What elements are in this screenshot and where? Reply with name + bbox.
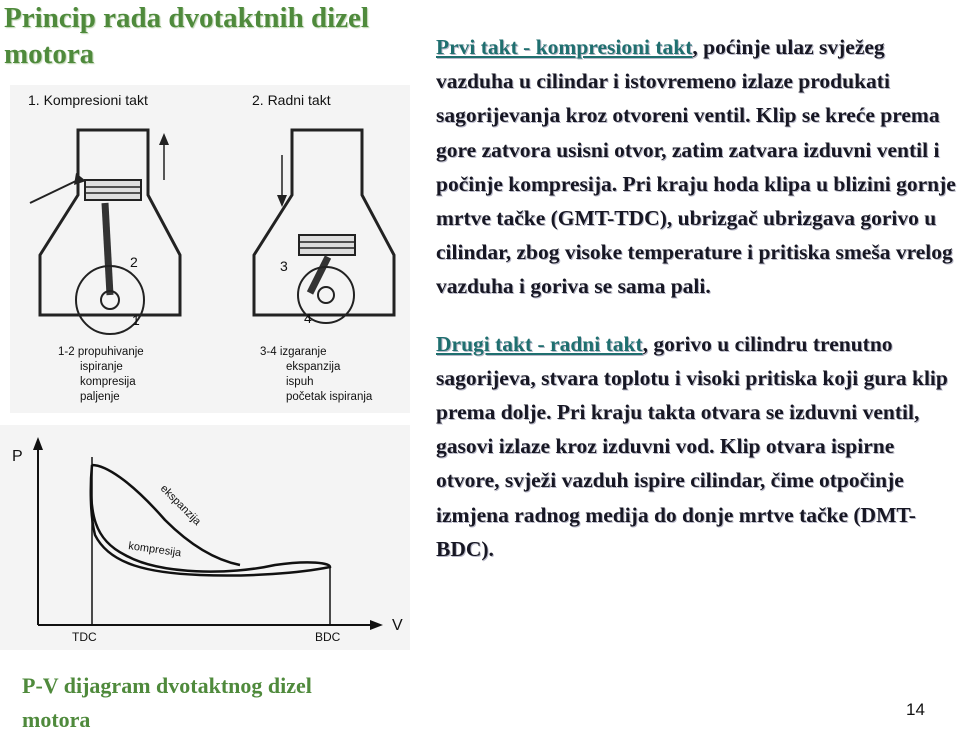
panel1-legend-line: 1-2 propuhivanje bbox=[58, 346, 144, 358]
panel2-label: 2. Radni takt bbox=[252, 92, 331, 108]
panel2-legend-line: početak ispiranja bbox=[286, 391, 373, 403]
page-number: 14 bbox=[906, 700, 925, 719]
compression-label: kompresija bbox=[127, 540, 182, 560]
text-column bbox=[436, 30, 956, 566]
panel1-label: 1. Kompresioni takt bbox=[28, 92, 148, 108]
engine-sketch bbox=[10, 85, 410, 413]
left-column bbox=[0, 0, 420, 731]
panel1-num-1: 1 bbox=[132, 312, 140, 328]
p-axis-label: P bbox=[12, 448, 23, 465]
v-axis-label: V bbox=[392, 617, 403, 634]
paragraph-2-body: , gorivo u cilindru trenutno sagorijeva, stvara toplotu i visoki pritiska koji gura klip prema dolje. Pri kraju takta otvara se izduvni ventil, gasovi izlaze kroz izduvni vod. Klip otvara ispirne otvore, svježi vazduh ispire cilindar, čime otpočinje izmjena radnog medija do donje mrtve tačke (DMT-BDC). bbox=[436, 331, 948, 561]
stroke-2-heading: Drugi takt - radni takt bbox=[436, 331, 643, 356]
bdc-label: BDC bbox=[315, 630, 341, 644]
stroke-1-heading: Prvi takt - kompresioni takt bbox=[436, 35, 693, 59]
paragraph-1 bbox=[436, 30, 956, 304]
paragraph-2 bbox=[436, 327, 956, 566]
panel2-legend-line: ekspanzija bbox=[286, 361, 341, 373]
paragraph-1-body: , poćinje ulaz svježeg vazduha u cilindar i istovremeno izlaze produkati sagorijevanja kroz otvoreni ventil. Klip se kreće prema gore zatvora usisni otvor, zatim zatvara izduvni ventil i počinje kompresija. Pri kraju hoda klipa u blizini gornje mrtve tačke (GMT-TDC), ubrizgač ubrizgava gorivo u cilindar, zbog visoke temperature i pritiska smeša vrelog vazduha i goriva se sama pali. bbox=[436, 35, 956, 299]
panel1-legend-line: paljenje bbox=[80, 391, 120, 403]
panel1-legend-line: kompresija bbox=[80, 376, 136, 388]
expansion-label: ekspanzija bbox=[157, 482, 204, 528]
panel2-legend-line: ispuh bbox=[286, 376, 314, 388]
panel1-num-2: 2 bbox=[130, 254, 138, 270]
slide-title: Princip rada dvotaktnih dizel motora bbox=[4, 2, 369, 70]
panel2-legend-line: 3-4 izgaranje bbox=[260, 346, 327, 358]
panel1-legend-line: ispiranje bbox=[80, 361, 123, 373]
panel2-num-3: 3 bbox=[280, 258, 288, 274]
pv-caption: P-V dijagram dvotaktnog dizel motora bbox=[22, 673, 312, 732]
tdc-label: TDC bbox=[72, 630, 97, 644]
panel2-num-4: 4 bbox=[304, 310, 312, 326]
pv-diagram bbox=[0, 425, 410, 650]
